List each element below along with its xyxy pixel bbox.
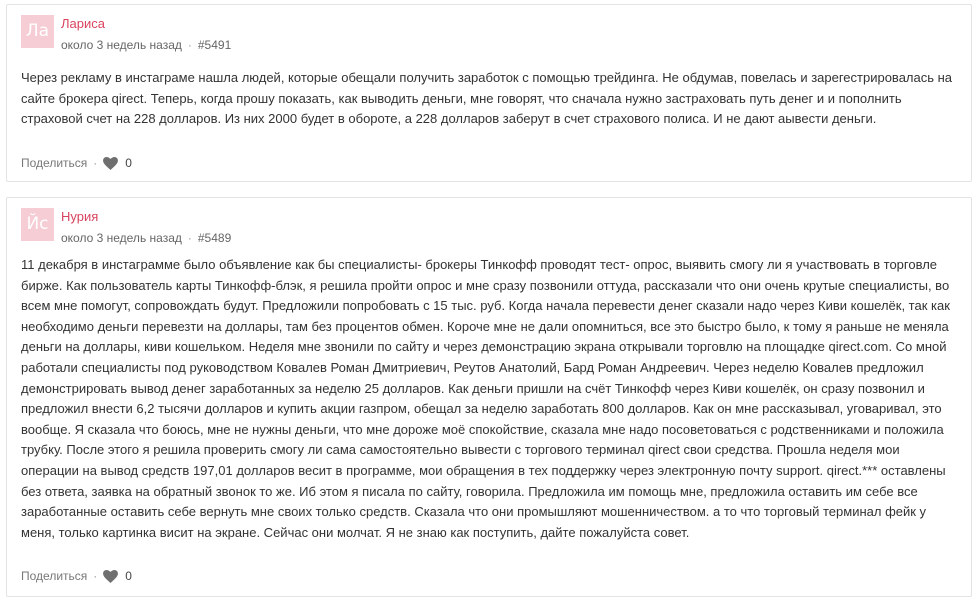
separator-dot: · [187,231,192,245]
separator-dot: · [93,569,98,583]
comment-meta [61,230,231,246]
comment-text: 11 декабря в инстаграмме было объявление как бы специалисты- брокеры Тинкофф проводят тест- опрос, выявить смогу ли я участвовать в торговле бирже. Как пользователь карты Тинкофф-блэк, я решила пройти опрос и мне сразу позвонили оттуда, рассказали что они очень крутые специалисты, во всем мне помогут, сопровождать будут. Предложили попробовать с 15 тыс. руб. Когда начала перевести денег сказали надо через Киви кошелёк, так как необходимо деньги перевезти на доллары, там без процентов обмен. Короче мне не дали опомниться, все это быстро было, к тому я раньше не меняла деньги на доллары, киви кошельком. Неделя мне звонили по сайту и через демонстрацию экрана открывали торговлю на площадке qirect.com. Со мной работали специалисты под руководством Ковалев Роман Дмитриевич, Реутов Анатолий, Бард Роман Андреевич. Через неделю Ковалев предложил демонстрировать вывод денег заработанных за неделю 25 долларов. Как деньги пришли на счёт Тинкофф через Киви кошелёк, он сразу позвонил и предложил внести 6,2 тысячи долларов и купить акции газпром, обещал за неделю заработать 800 долларов. Как он мне рассказывал, уговаривал, это вообще. Я сказала что боюсь, мне не нужны деньги, что мне дороже моё спокойствие, сказала мне надо посоветоваться с родственниками и положила трубку. После этого я решила проверить смогу ли сама самостоятельно вывести с торгового терминал qirect свои средства. Прошла неделя мои операции на вывод средств 197,01 долларов весит в программе, мои обращения в тех поддержку через электронную почту support. qirect.*** оставлены без ответа, заявка на обратный звонок то же. Иб этом я писала по сайту, говорила. Предложила им помощь мне, предложила оставить им себе все заработанные оставить себе вернуть мне своих только средств. Сказала что они промышляют мошенничеством. а то что торговый терминал фейк у меня, только картинка висит на экране. Сейчас они молчат. Я не знаю как поступить, дайте пожалуйста совет. [21,257,950,540]
avatar[interactable]: Ла [21,15,54,48]
comment-number[interactable]: #5491 [197,38,232,52]
share-button[interactable]: Поделиться [21,569,88,583]
heart-icon[interactable] [103,157,118,170]
comment-author[interactable]: Лариса [61,16,105,31]
comment-meta [61,37,231,53]
comment-text: Через рекламу в инстаграме нашла людей, которые обещали получить заработок с помощью трейдинга. Не обдумав, повелась и зарегестрировалась на сайте брокера qirect. Теперь, когда прошу показать, как выводить деньги, мне говорят, что сначала нужно застраховать путь денег и и пополнить страховой счет на 228 долларов. Из них 2000 будет в обороте, а 228 долларов заберут в счет страхового полиса. И не дают аывести деньги. [21,70,953,127]
comment-footer [21,568,132,584]
comment-card [6,4,972,182]
like-count: 0 [125,156,132,170]
comment-time: около 3 недель назад [61,38,182,52]
comment-card [6,197,972,597]
separator-dot: · [187,38,192,52]
comment-footer [21,155,132,171]
avatar[interactable]: Йс [21,208,54,241]
like-count: 0 [125,569,132,583]
separator-dot: · [93,156,98,170]
heart-icon[interactable] [103,570,118,583]
share-button[interactable]: Поделиться [21,156,88,170]
comment-author[interactable]: Нурия [61,209,99,224]
comment-time: около 3 недель назад [61,231,182,245]
comment-number[interactable]: #5489 [197,231,232,245]
